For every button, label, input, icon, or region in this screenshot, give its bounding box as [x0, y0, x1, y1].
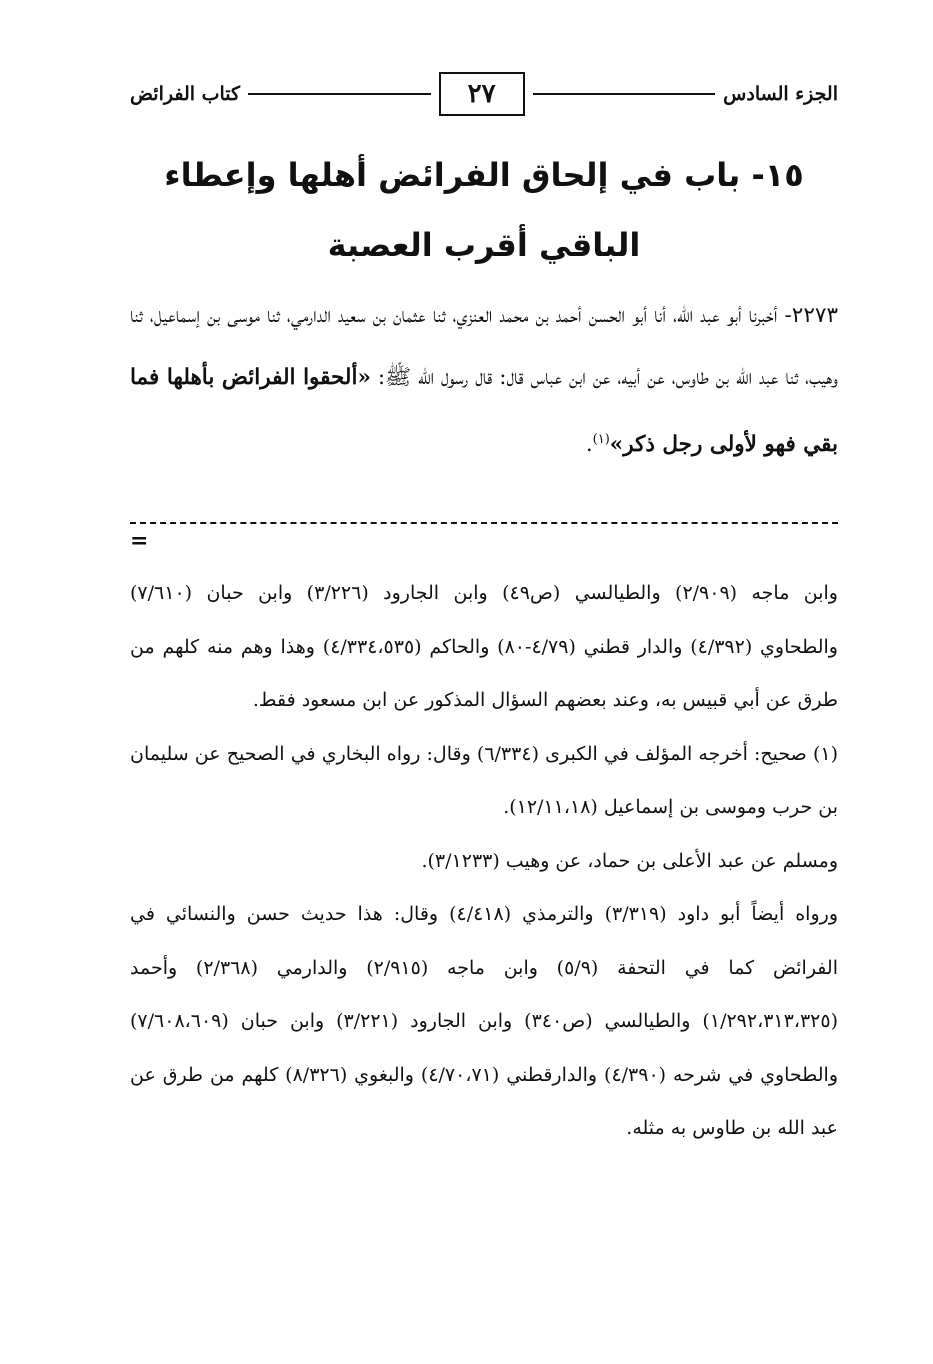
hadith-text: [130, 285, 838, 476]
running-header: [130, 70, 838, 118]
separator-dashes: [130, 522, 838, 524]
footnotes: [130, 567, 838, 1156]
hadith-isnad: ٢٢٧٣- أخبرنا أبو عبد الله، أنا أبو الحسن أحمد بن محمد العنزي، ثنا عثمان بن سعيد الدارمي، ثنا موسى بن إسماعيل، ثنا وهيب، ثنا عبد الله بن طاوس، عن أبيه، عن ابن عباس قال: قال رسول الله ﷺ:: [130, 303, 838, 390]
chapter-title: ١٥- باب في إلحاق الفرائض أهلها وإعطاء الباقي أقرب العصبة: [164, 156, 804, 264]
footnote-1-others: ورواه أيضاً أبو داود (٣/٣١٩) والترمذي (٤/٤١٨) وقال: هذا حديث حسن والنسائي في الفرائض كما في التحفة (٥/٩) وابن ماجه (٢/٩١٥) والدارمي (٢/٣٦٨) وأحمد (١/٢٩٢،٣١٣،٣٢٥) والطيالسي (ص٣٤٠) وابن الجارود (٣/٢٢١) وابن حبان (٧/٦٠٨،٦٠٩) والطحاوي في شرحه (٤/٣٩٠) والدارقطني (٤/٧٠،٧١) والبغوي (٨/٣٢٦) كلهم من طرق عن عبد الله بن طاوس به مثله.: [130, 903, 838, 1139]
footnote-1: (١) صحيح: أخرجه المؤلف في الكبرى (٦/٣٣٤) وقال: رواه البخاري في الصحيح عن سليمان بن حرب وموسى بن إسماعيل (١٢/١١،١٨).: [130, 742, 838, 818]
book-title: كتاب الفرائض: [130, 83, 241, 105]
hadith-end: .: [585, 432, 593, 458]
footnote-continued: وابن ماجه (٢/٩٠٩) والطيالسي (ص٤٩) وابن الجارود (٣/٢٢٦) وابن حبان (٧/٦١٠) والطحاوي (٤/٣٩٢) والدار قطني (٤/٧٩-٨٠) والحاكم (٤/٣٣٤،٥٣٥) وهذا وهم منه كلهم من طرق عن أبي قبيس به، وعند بعضهم السؤال المذكور عن ابن مسعود فقط.: [130, 582, 838, 711]
footnote-separator: [130, 516, 838, 556]
header-rule-right: [533, 93, 716, 95]
footnote-1-muslim: ومسلم عن عبد الأعلى بن حماد، عن وهيب (٣/١٢٣٣).: [421, 849, 838, 872]
header-rule-left: [248, 93, 431, 95]
footnote-ref: (١): [592, 432, 610, 447]
volume-label: الجزء السادس: [723, 83, 838, 105]
page-number: ٢٧: [439, 72, 525, 116]
continuation-mark: =: [130, 528, 149, 554]
hadith-quote: «ألحقوا الفرائض بأهلها فما بقي فهو لأولى رجل ذكر»: [130, 365, 838, 458]
